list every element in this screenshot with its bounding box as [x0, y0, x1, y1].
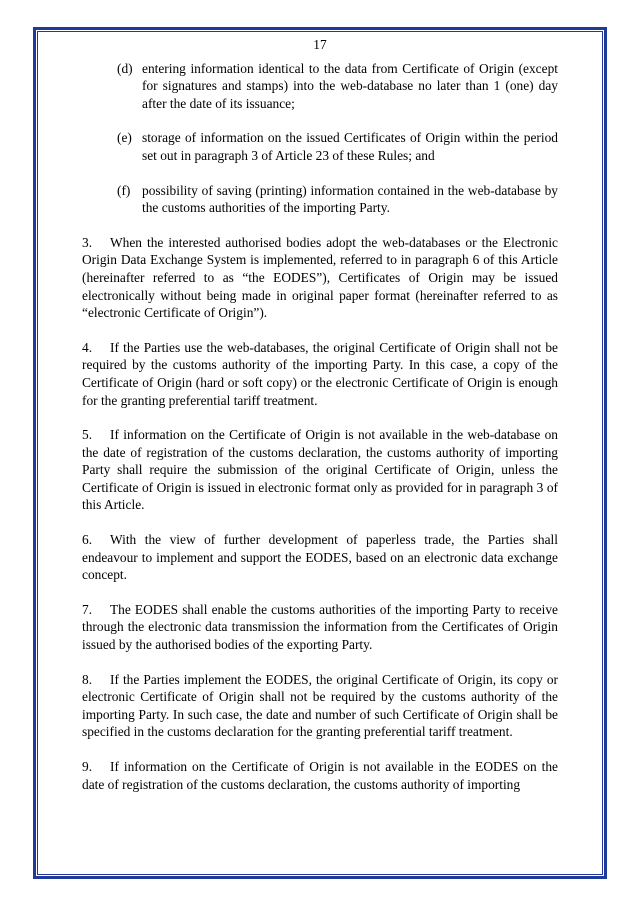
paragraph-number: 7.	[82, 601, 93, 617]
paragraph-text: If the Parties use the web-databases, the original Certificate of Origin shall not be required by the customs authority of the importing Party. In this case, a copy of the Certificate of Origin (hard or soft copy) or the electronic Certificate of Origin is enough for the granting preferential tariff treatment.	[82, 339, 558, 408]
list-item	[57, 182, 558, 217]
list-item	[57, 60, 558, 113]
list-item	[57, 129, 558, 164]
list-item-text: entering information identical to the data from Certificate of Origin (except for signatures and stamps) into the web-database no later than 1 (one) day after the date of its issuance;	[142, 60, 558, 111]
paragraph-number: 6.	[82, 532, 93, 548]
paragraph-number: 5.	[82, 427, 93, 443]
paragraph	[82, 531, 558, 584]
paragraph-text: If information on the Certificate of Origin is not available in the EODES on the date of registration of the customs declaration, the customs authority of importing	[82, 759, 558, 792]
list-item-text: storage of information on the issued Certificates of Origin within the period set out in paragraph 3 of Article 23 of these Rules; and	[142, 130, 558, 163]
paragraph	[82, 671, 558, 741]
paragraph-text: If information on the Certificate of Origin is not available in the web-database on the date of registration of the customs declaration, the customs authority of importing Party shall require the submission of the original Certificate of Origin, unless the Certificate of Origin is issued in electronic format only as provided for in paragraph 3 of this Article.	[82, 427, 558, 513]
paragraph-text: With the view of further development of paperless trade, the Parties shall endeavour to implement and support the EODES, based on an electronic data exchange concept.	[82, 532, 558, 583]
paragraph-text: The EODES shall enable the customs authorities of the importing Party to receive through the electronic data transmission the information from the Certificates of Origin issued by the authorised bodies of the exporting Party.	[82, 601, 558, 653]
paragraph-text: When the interested authorised bodies adopt the web-databases or the Electronic Origin Data Exchange System is implemented, referred to in paragraph 6 of this Article (hereinafter referred to as “the EODES”), Certificates of Origin may be issued electronically without being made in original paper format (hereinafter referred to as “electronic Certificate of Origin”).	[82, 234, 558, 321]
list-item-text: possibility of saving (printing) information contained in the web-database by the customs authorities of the importing Party.	[142, 182, 558, 216]
paragraph	[82, 339, 558, 409]
list-item-label: (f)	[117, 182, 131, 198]
paragraph	[82, 758, 558, 793]
paragraph-number: 3.	[82, 234, 93, 250]
paragraph-number: 9.	[82, 759, 93, 774]
paragraph-number: 4.	[82, 339, 93, 355]
page-content	[82, 36, 558, 793]
sub-list	[82, 60, 558, 217]
paragraph	[82, 234, 558, 322]
paragraph-number: 8.	[82, 671, 93, 687]
page-number: 17	[313, 37, 327, 52]
paragraph	[82, 426, 558, 514]
paragraph-text: If the Parties implement the EODES, the original Certificate of Origin, its copy or electronic Certificate of Origin shall not be required by the customs authority of the importing Party. In such case, the date and number of such Certificate of Origin shall be specified in the customs declaration for the granting preferential tariff treatment.	[82, 671, 558, 740]
list-item-label: (d)	[117, 60, 133, 76]
paragraph	[82, 601, 558, 654]
list-item-label: (e)	[117, 130, 132, 146]
